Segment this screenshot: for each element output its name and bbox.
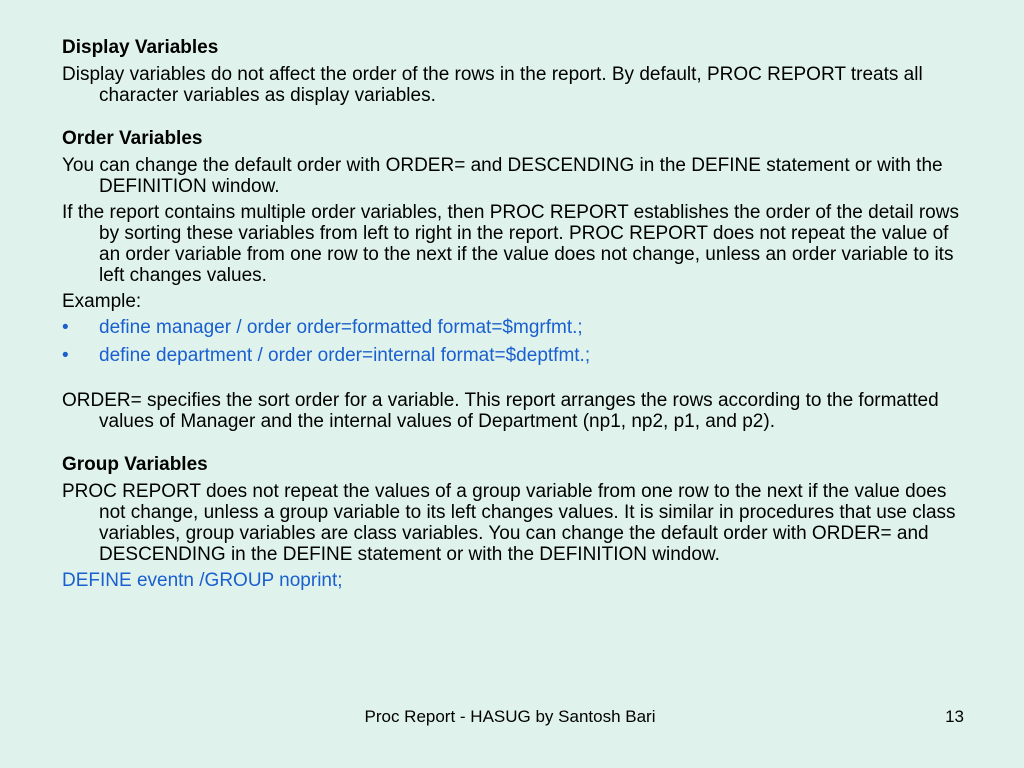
example-label: Example: <box>62 291 142 312</box>
spacer <box>62 373 962 390</box>
order-variables-heading: Order Variables <box>62 128 203 149</box>
order-variables-text-2: If the report contains multiple order variables, then PROC REPORT establishes the order of the detail rows by sorting these variables from left to right in the report. PROC REPORT does not repeat the value of an order variable from one row to the next if the value does not change, unless an order variable to its left changes values. <box>62 202 959 286</box>
example-item-text: define manager / order order=formatted format=$mgrfmt.; <box>99 317 583 338</box>
bullet-icon: • <box>62 317 69 338</box>
group-variables-text: PROC REPORT does not repeat the values of a group variable from one row to the next if the value does not change, unless a group variable to its left changes values. It is similar in procedures that use class variables, group variables are class variables. You can change the default order with ORDER= and DESCENDING in the DEFINE statement or with the DEFINITION window. <box>62 481 956 565</box>
example-item-manager <box>62 317 962 338</box>
page-number: 13 <box>945 707 964 726</box>
spacer <box>62 437 962 454</box>
group-define-code: DEFINE eventn /GROUP noprint; <box>62 570 343 591</box>
display-variables-heading: Display Variables <box>62 37 219 58</box>
order-variables-text-1: You can change the default order with ORDER= and DESCENDING in the DEFINE statement or with the DEFINITION window. <box>62 155 943 197</box>
order-spec-text: ORDER= specifies the sort order for a variable. This report arranges the rows according to the formatted values of Manager and the internal values of Department (np1, np2, p1, and p2). <box>62 390 939 432</box>
group-variables-heading: Group Variables <box>62 454 208 475</box>
spacer <box>62 111 962 128</box>
example-item-department <box>62 345 962 366</box>
display-variables-text: Display variables do not affect the order of the rows in the report. By default, PROC REPORT treats all character variables as display variables. <box>62 64 923 106</box>
slide-content <box>62 37 962 596</box>
example-item-text: define department / order order=internal format=$deptfmt.; <box>99 345 591 366</box>
bullet-icon: • <box>62 345 69 366</box>
footer-title: Proc Report - HASUG by Santosh Bari <box>364 707 656 726</box>
